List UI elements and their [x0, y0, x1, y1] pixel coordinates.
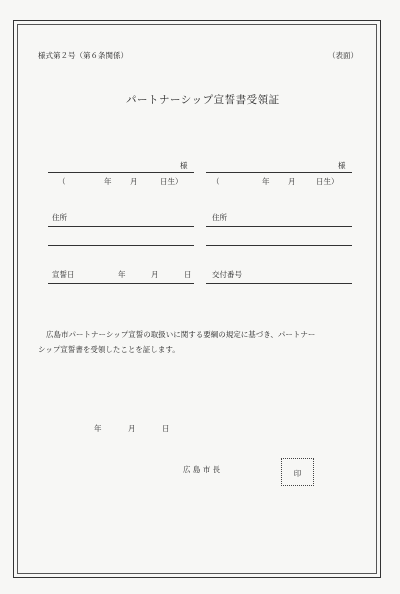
dob-year-1: 年	[104, 177, 112, 186]
declaration-year: 年	[118, 270, 126, 279]
document-title: パートナーシップ宣誓書受領証	[126, 94, 280, 106]
honorific-1: 様	[180, 161, 188, 170]
declaration-day: 日	[184, 270, 192, 279]
declaration-month: 月	[151, 270, 159, 279]
seal-label: 印	[293, 469, 302, 478]
address-line-2a	[206, 226, 352, 227]
body-text-line-2: シップ宣誓書を受領したことを証します。	[38, 345, 180, 354]
address-label-1: 住所	[52, 213, 67, 222]
side-label: （表面）	[328, 51, 358, 60]
issue-year: 年	[94, 424, 102, 433]
dob-day-2: 日生）	[316, 177, 339, 186]
issue-day: 日	[162, 424, 170, 433]
seal-box	[281, 458, 314, 486]
dob-month-2: 月	[288, 177, 296, 186]
declaration-date-label: 宣誓日	[52, 270, 75, 279]
dob-open-2: （	[212, 177, 220, 186]
body-text-line-1: 広島市パートナーシップ宣誓の取扱いに関する要綱の規定に基づき、パートナー	[46, 330, 316, 339]
issue-number-line	[206, 283, 352, 284]
issue-month: 月	[128, 424, 136, 433]
honorific-2: 様	[338, 161, 346, 170]
name-line-1	[48, 172, 194, 173]
address-line-1a	[48, 226, 194, 227]
dob-day-1: 日生）	[160, 177, 183, 186]
name-line-2	[206, 172, 352, 173]
mayor-title: 広 島 市 長	[183, 465, 221, 474]
address-line-1b	[48, 245, 194, 246]
issue-number-label: 交付番号	[212, 270, 242, 279]
inner-border	[17, 24, 377, 574]
form-number: 様式第２号（第６条関係）	[38, 51, 128, 60]
address-line-2b	[206, 245, 352, 246]
dob-year-2: 年	[262, 177, 270, 186]
dob-open-1: （	[58, 177, 66, 186]
declaration-date-line	[48, 283, 194, 284]
dob-month-1: 月	[130, 177, 138, 186]
address-label-2: 住所	[212, 213, 227, 222]
